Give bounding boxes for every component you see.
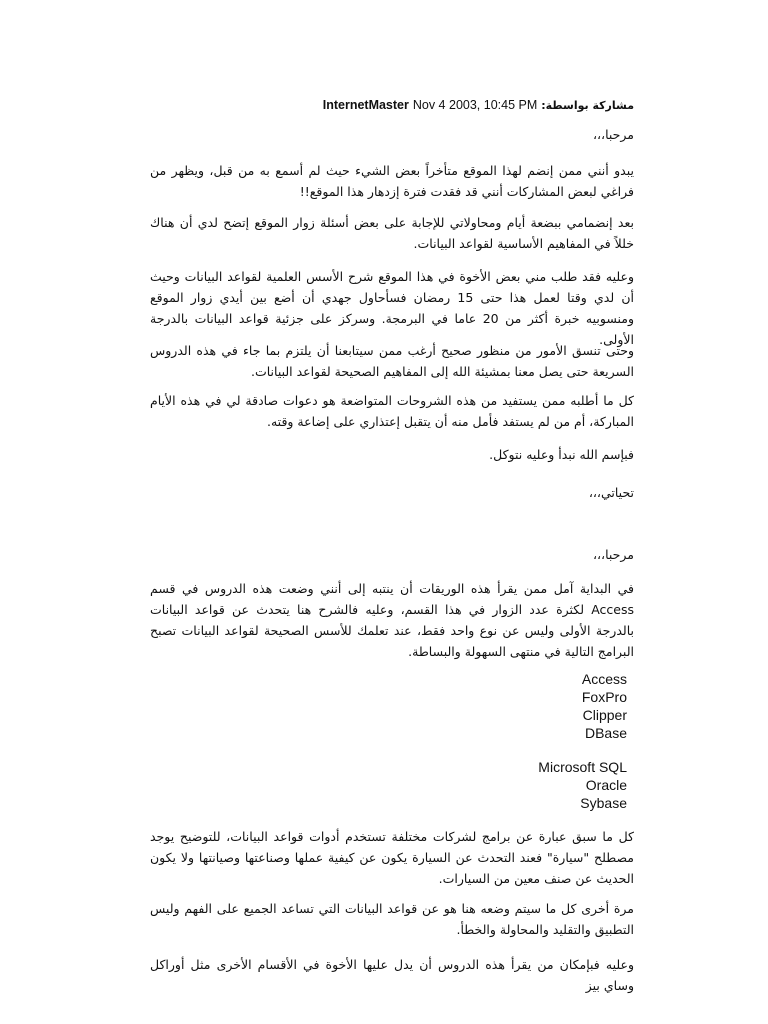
list-item: Clipper (582, 707, 627, 723)
paragraph: مرة أخرى كل ما سيتم وضعه هنا هو عن قواعد البيانات التي تساعد الجميع على الفهم وليس التطبيق والتقليد والمحاولة والخطأ. (150, 901, 634, 937)
greeting-paragraph: مرحبا،،، (592, 547, 634, 562)
list-item: FoxPro (581, 689, 627, 705)
list-item: Microsoft SQL (538, 759, 627, 775)
paragraph: في البداية آمل ممن يقرأ هذه الوريقات أن ينتبه إلى أنني وضعت هذه الدروس في قسم Access لكثرة عدد الزوار في هذا القسم، وعليه فالشرح هنا يتحدث عن قواعد البيانات بالدرجة الأولى وليس عن نوع واحد فقط، عند تعلمك للأسس الصحيحة لقواعد البيانات تصبح البرامج التالية في منتهى السهولة والبساطة. (150, 581, 634, 659)
greeting-paragraph: مرحبا،،، (592, 127, 634, 142)
paragraph: بعد إنضمامي ببضعة أيام ومحاولاتي للإجابة على بعض أسئلة زوار الموقع إتضح لدي أن هناك خللاً في المفاهيم الأساسية لقواعد البيانات. (150, 215, 634, 251)
product-list (430, 758, 627, 812)
paragraph: وعليه فقد طلب مني بعض الأخوة في هذا الموقع شرح الأسس العلمية لقواعد البيانات وحيث أن لدي وقتا لعمل هذا حتى 15 رمضان فسأحاول جهدي أن أضع بين أيدي زوار الموقع ومنسوبيه خبرة أكثر من 20 عاما في البرمجة. وسركز على جزئية قواعد البيانات بالدرجة الأولى. (150, 269, 634, 347)
post-header (150, 96, 634, 115)
intro-paragraph: يبدو أنني ممن إنضم لهذا الموقع متأخراً بعض الشيء حيث لم أسمع به من قبل، ويظهر من فراغي لبعض المشاركات أنني قد فقدت فترة إزدهار هذا الموقع!! (150, 163, 634, 199)
post-timestamp: Nov 4 2003, 10:45 PM (412, 98, 538, 112)
list-item: DBase (584, 725, 627, 741)
list-item: Access (581, 671, 627, 687)
paragraph: كل ما أطلبه ممن يستفيد من هذه الشروحات المتواضعة هو دعوات صادقة لي في هذه الأيام المباركة، أم من لم يستفد فأمل منه أن يتقبل إعتذاري على إضاعة وقته. (150, 393, 634, 429)
paragraph: فبإسم الله نبدأ وعليه نتوكل. (489, 447, 634, 462)
paragraph: وعليه فبإمكان من يقرأ هذه الدروس أن يدل عليها الأخوة في الأقسام الأخرى مثل أوراكل وساي بيز (150, 957, 634, 993)
list-item: Oracle (585, 777, 627, 793)
paragraph: كل ما سبق عبارة عن برامج لشركات مختلفة تستخدم أدوات قواعد البيانات، للتوضيح يوجد مصطلح "سيارة" فعند التحدث عن السيارة يكون عن كيفية عملها وصناعتها وصيانتها ولا يكون الحديث عن صنف معين من السيارات. (150, 829, 634, 886)
product-list (430, 670, 627, 742)
list-item: Sybase (580, 795, 627, 811)
signoff-paragraph: تحياتي،،، (588, 485, 634, 500)
paragraph: وحتى تنسق الأمور من منظور صحيح أرغب ممن سيتابعنا أن يلتزم بما جاء في هذه الدروس السريعة حتى يصل معنا بمشيئة الله إلى المفاهيم الصحيحة لقواعد البيانات. (150, 343, 634, 379)
author-name[interactable]: InternetMaster (322, 98, 409, 112)
posted-by-label: مشاركة بواسطة: (541, 99, 634, 112)
